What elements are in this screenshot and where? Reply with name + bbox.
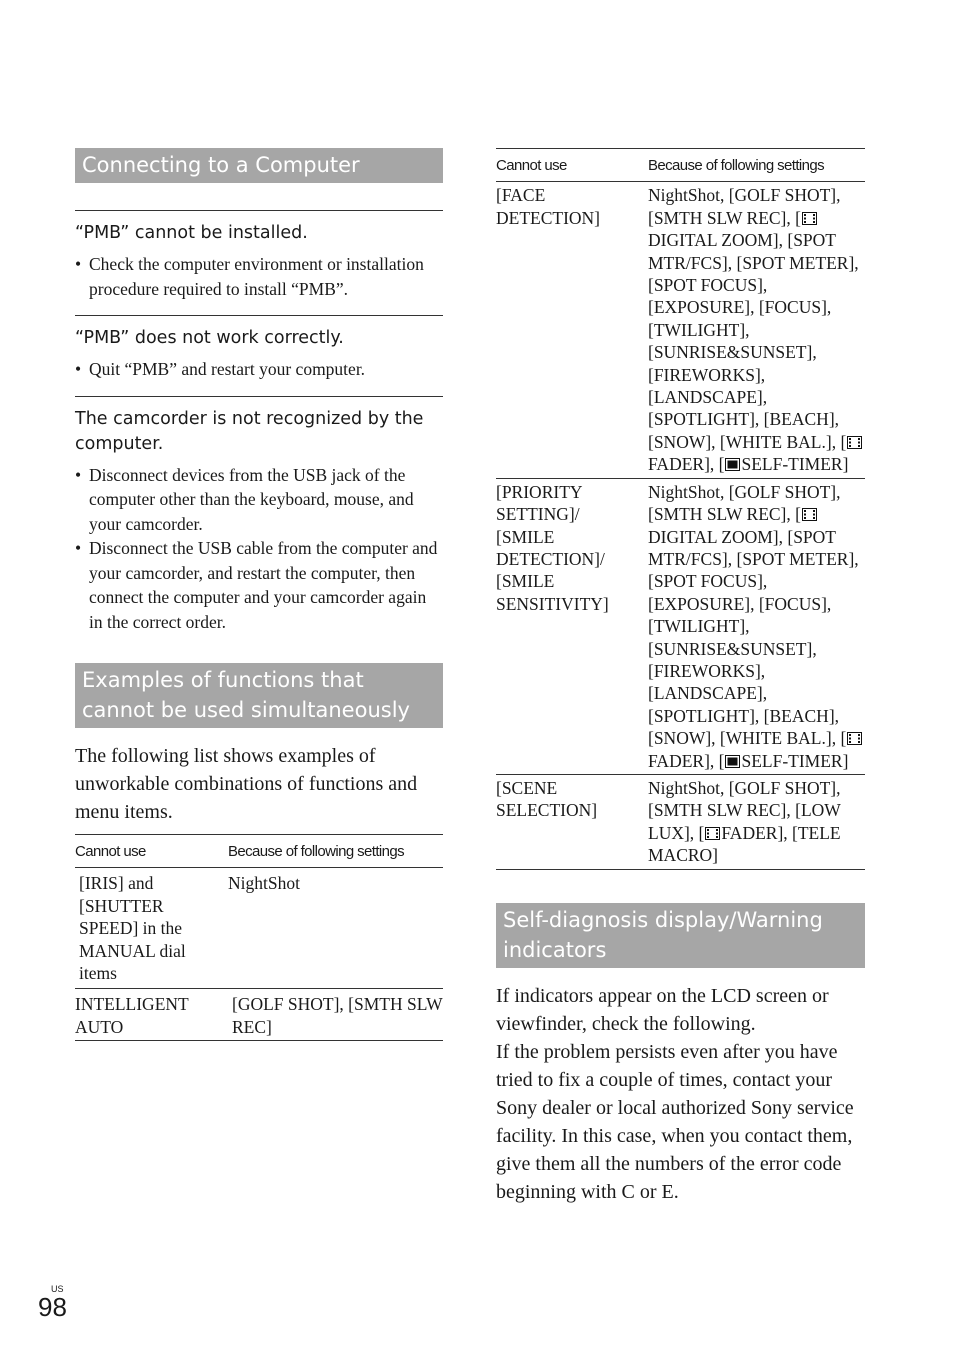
bullet-item: • Check the computer environment or installation procedure required to install “PMB”. (75, 252, 443, 301)
because-text: NightShot, [GOLF SHOT], [SMTH SLW REC], [ (648, 481, 841, 525)
self-diagnosis-intro: If indicators appear on the LCD screen or viewfinder, check the following. (496, 984, 829, 1035)
film-icon (802, 212, 817, 225)
issue-title: The camcorder is not recognized by the computer. (75, 408, 424, 454)
cell-cannot: [PRIORITY SETTING]/ [SMILE DETECTION]/ [SMILE SENSITIVITY] (496, 478, 648, 774)
table-row (75, 989, 443, 1041)
table-header-cannot-use: Cannot use (75, 835, 228, 868)
issue-title: “PMB” does not work correctly. (75, 328, 344, 348)
section-heading-self-diagnosis: Self-diagnosis display/Warning indicators (496, 903, 865, 968)
table-row (496, 774, 865, 869)
examples-intro: The following list shows examples of unworkable combinations of functions and menu items. (75, 745, 418, 823)
film-icon (847, 732, 862, 745)
table-header-because: Because of following settings (228, 835, 443, 868)
region-label: US (51, 1284, 64, 1294)
page-number: 98 (38, 1292, 67, 1322)
issue-title: “PMB” cannot be installed. (75, 223, 308, 243)
bullet-item: • Disconnect the USB cable from the computer and your camcorder, and restart the computer, then connect the computer and your camcorder again in the correct order. (75, 536, 443, 634)
self-diagnosis-contact: If the problem persists even after you have tried to fix a couple of times, contact your Sony dealer or local authorized Sony service facility. In this case, when you contact them, give them all the numbers of the error code beginning with C or E. (496, 1040, 854, 1203)
because-text: FADER], [ (648, 454, 725, 475)
table-row (75, 868, 443, 989)
cell-cannot: [SCENE SELECTION] (496, 774, 648, 869)
because-text: DIGITAL ZOOM], [SPOT MTR/FCS], [SPOT METER], [SPOT FOCUS], [EXPOSURE], [FOCUS], [TWILIGHT], [SUNRISE&SUNSET], [FIREWORKS], [LANDSCAPE], [SPOTLIGHT], [BEACH], [SNOW], [WHITE BAL.], [ (648, 526, 859, 749)
cell-cannot: INTELLIGENT AUTO (75, 989, 228, 1041)
section-heading-examples: Examples of functions that cannot be used simultaneously (75, 663, 443, 728)
photo-icon (725, 755, 740, 768)
because-text: NightShot, [GOLF SHOT], [SMTH SLW REC], [ (648, 185, 841, 228)
table-row (496, 478, 865, 774)
because-text: SELF-TIMER] (741, 454, 849, 475)
issue-not-recognized (75, 396, 443, 635)
cell-because (648, 182, 865, 478)
left-column (75, 148, 443, 1041)
cell-because: [GOLF SHOT], [SMTH SLW REC] (228, 989, 443, 1041)
issue-pmb-not-working (75, 315, 443, 382)
table-header-because: Because of following settings (648, 149, 865, 182)
left-functions-table (75, 834, 443, 1041)
film-icon (705, 827, 720, 840)
right-functions-table (496, 148, 865, 870)
bullet-item: • Disconnect devices from the USB jack of the computer other than the keyboard, mouse, and your camcorder. (75, 463, 443, 537)
bullet-item: • Quit “PMB” and restart your computer. (75, 357, 443, 382)
because-text: FADER], [TELE MACRO] (648, 822, 841, 866)
table-header-cannot-use: Cannot use (496, 149, 648, 182)
cell-cannot: [FACE DETECTION] (496, 182, 648, 478)
because-text: DIGITAL ZOOM], [SPOT MTR/FCS], [SPOT METER], [SPOT FOCUS], [EXPOSURE], [FOCUS], [TWILIGHT], [SUNRISE&SUNSET], [FIREWORKS], [LANDSCAPE], [SPOTLIGHT], [BEACH], [SNOW], [WHITE BAL.], [ (648, 230, 859, 452)
cell-cannot: [IRIS] and [SHUTTER SPEED] in the MANUAL dial items (75, 868, 228, 989)
cell-because (648, 774, 865, 869)
film-icon (847, 436, 862, 449)
right-column (496, 148, 865, 1206)
photo-icon (725, 458, 740, 471)
table-row (496, 182, 865, 478)
film-icon (802, 508, 817, 521)
because-text: NightShot, [GOLF SHOT], [SMTH SLW REC], [LOW LUX], [ (648, 777, 841, 843)
section-heading-connecting: Connecting to a Computer (75, 148, 443, 183)
because-text: FADER], [ (648, 750, 725, 771)
because-text: SELF-TIMER] (741, 750, 849, 771)
issue-pmb-install (75, 210, 443, 301)
cell-because: NightShot (228, 868, 443, 989)
cell-because (648, 478, 865, 774)
